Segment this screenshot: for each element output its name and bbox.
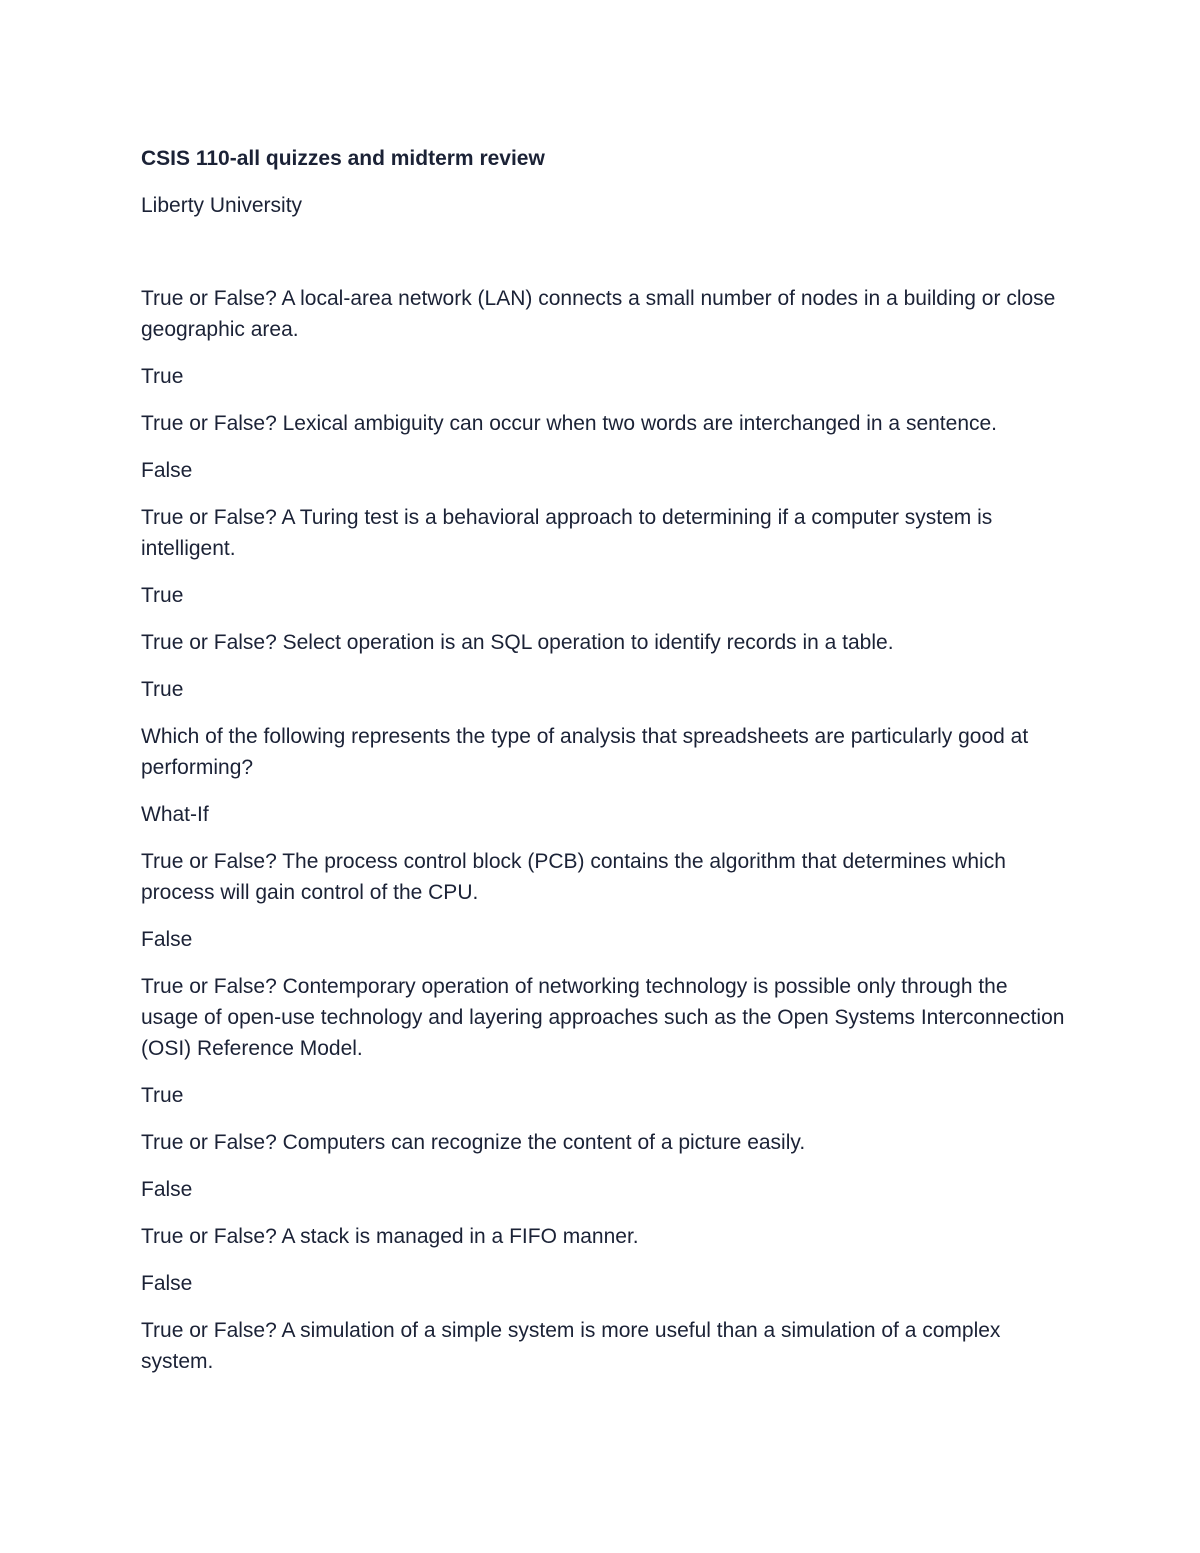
question-text: True or False? The process control block (PCB) contains the algorithm that determines which process will gain control of the CPU. (141, 850, 1006, 904)
qa-item-10 (141, 1315, 1066, 1377)
answer-text: False (141, 928, 193, 951)
answer-text: False (141, 1178, 193, 1201)
question-text: True or False? A simulation of a simple system is more useful than a simulation of a complex system. (141, 1319, 1001, 1373)
qa-item-2 (141, 408, 1066, 486)
answer-text: False (141, 1272, 193, 1295)
answer-text: What-If (141, 803, 209, 826)
answer-text: True (141, 1084, 184, 1107)
qa-item-4 (141, 627, 1066, 705)
qa-item-9 (141, 1221, 1066, 1299)
answer-text: True (141, 678, 184, 701)
qa-item-7 (141, 971, 1066, 1111)
question-text: True or False? Lexical ambiguity can occur when two words are interchanged in a sentence. (141, 412, 998, 435)
document-title: CSIS 110-all quizzes and midterm review (141, 147, 545, 170)
question-text: True or False? Contemporary operation of networking technology is possible only through the usage of open-use technology and layering approaches such as the Open Systems Interconnection (OSI) Reference Model. (141, 975, 1065, 1060)
question-text: True or False? Computers can recognize the content of a picture easily. (141, 1131, 806, 1154)
document-subtitle: Liberty University (141, 194, 303, 217)
answer-text: True (141, 365, 184, 388)
qa-item-5 (141, 721, 1066, 830)
question-text: Which of the following represents the type of analysis that spreadsheets are particularly good at performing? (141, 725, 1029, 779)
question-text: True or False? Select operation is an SQL operation to identify records in a table. (141, 631, 894, 654)
qa-item-8 (141, 1127, 1066, 1205)
qa-item-1 (141, 283, 1066, 392)
answer-text: False (141, 459, 193, 482)
qa-item-6 (141, 846, 1066, 955)
question-text: True or False? A Turing test is a behavioral approach to determining if a computer system is intelligent. (141, 506, 993, 560)
answer-text: True (141, 584, 184, 607)
qa-item-3 (141, 502, 1066, 611)
question-text: True or False? A stack is managed in a FIFO manner. (141, 1225, 639, 1248)
document-body (141, 143, 1066, 1393)
question-text: True or False? A local-area network (LAN) connects a small number of nodes in a building or close geographic area. (141, 287, 1056, 341)
